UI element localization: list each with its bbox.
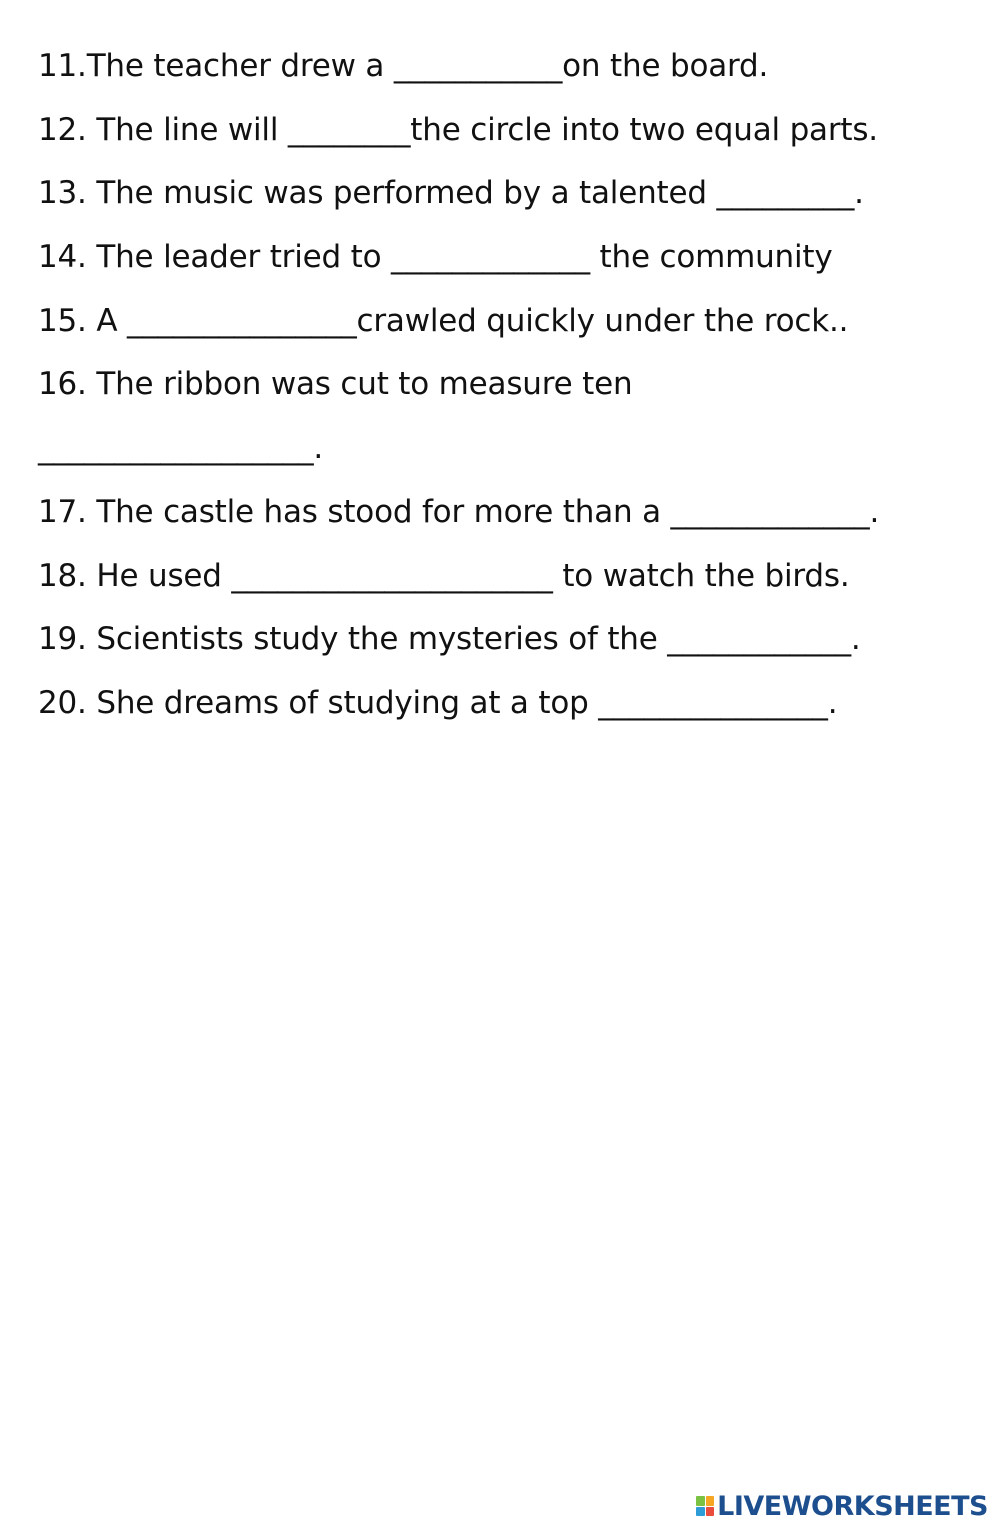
liveworksheets-logo: [696, 1489, 988, 1523]
sentence-11: 11.The teacher drew a ___________on the board.: [38, 48, 769, 84]
sentence-13: 13. The music was performed by a talented _________.: [38, 175, 864, 211]
sentence-19: 19. Scientists study the mysteries of the ____________.: [38, 621, 861, 657]
sentence-14: 14. The leader tried to _____________ the community: [38, 239, 833, 275]
sentence-12: 12. The line will ________the circle into two equal parts.: [38, 112, 878, 148]
sentence-16-blank: __________________.: [38, 430, 324, 466]
logo-text: LIVEWORKSHEETS: [717, 1490, 988, 1522]
sentence-16: 16. The ribbon was cut to measure ten: [38, 366, 633, 402]
sentence-20: 20. She dreams of studying at a top _______________.: [38, 685, 838, 721]
sentence-17: 17. The castle has stood for more than a _____________.: [38, 494, 880, 530]
sentence-18: 18. He used _____________________ to watch the birds.: [38, 558, 850, 594]
logo-blocks-icon: [696, 1496, 714, 1516]
sentence-15: 15. A _______________crawled quickly under the rock..: [38, 303, 849, 339]
